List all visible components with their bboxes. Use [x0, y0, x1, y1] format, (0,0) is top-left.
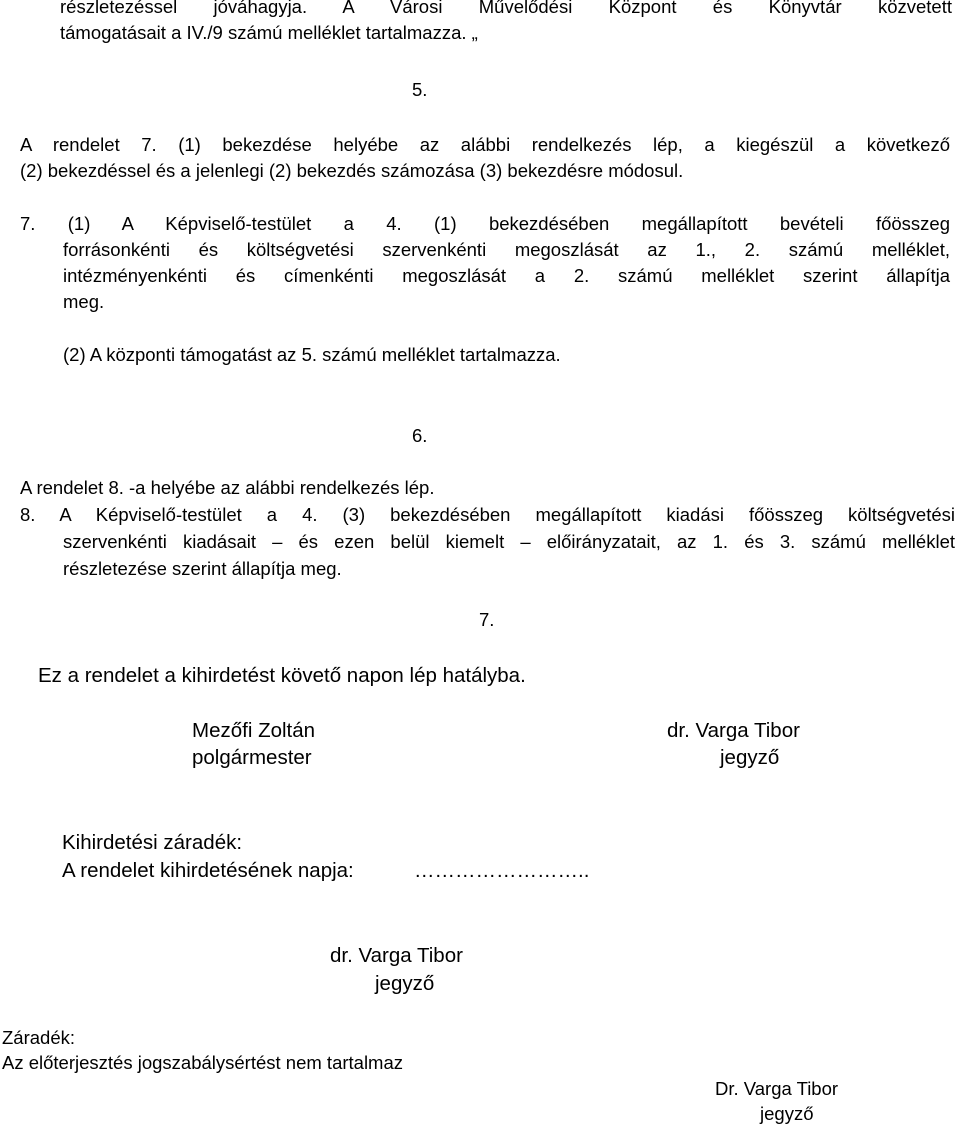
section-6-line-2: 8. A Képviselő-testület a 4. (3) bekezdésében megállapított kiadási főösszeg költségvetési	[20, 504, 955, 525]
section-5-para-2: (2) A központi támogatást az 5. számú melléklet tartalmazza.	[63, 344, 561, 365]
promulgation-signer-title: jegyző	[375, 972, 435, 995]
signature-right-title: jegyző	[720, 746, 780, 769]
section-5-line-2: (2) bekezdéssel és a jelenlegi (2) bekezdés számozása (3) bekezdésre módosul.	[20, 160, 684, 181]
promulgation-date-blank: ……………………..	[414, 859, 590, 882]
clause-text: Az előterjesztés jogszabálysértést nem tartalmaz	[2, 1052, 404, 1073]
section-6-heading: 6.	[412, 425, 428, 446]
section-7-text: Ez a rendelet a kihirdetést követő napon lép hatályba.	[38, 664, 526, 687]
section-7-heading: 7.	[479, 609, 495, 630]
clause-signer-name: Dr. Varga Tibor	[715, 1078, 839, 1099]
section-5-para-1-line-3: intézményenkénti és címenkénti megoszlását a 2. számú melléklet szerint állapítja	[63, 265, 950, 286]
clause-label: Záradék:	[2, 1027, 76, 1048]
signature-right-name: dr. Varga Tibor	[667, 719, 800, 742]
section-5-para-1-line-2: forrásonkénti és költségvetési szervenkénti megoszlását az 1., 2. számú melléklet,	[63, 239, 950, 260]
promulgation-label: Kihirdetési záradék:	[62, 831, 243, 854]
promulgation-date-label: A rendelet kihirdetésének napja:	[62, 859, 354, 882]
section-5-heading: 5.	[412, 79, 428, 100]
promulgation-signer-name: dr. Varga Tibor	[330, 944, 463, 967]
section-6-line-4: részletezése szerint állapítja meg.	[63, 558, 342, 579]
section-6-line-3: szervenkénti kiadásait – és ezen belül kiemelt – előirányzatait, az 1. és 3. számú melléklet	[63, 531, 955, 552]
section-5-para-1-line-1: 7. (1) A Képviselő-testület a 4. (1) bekezdésében megállapított bevételi főösszeg	[20, 213, 950, 234]
intro-line-2: támogatásait a IV./9 számú melléklet tartalmazza. „	[60, 22, 478, 43]
section-5-line-1: A rendelet 7. (1) bekezdése helyébe az alábbi rendelkezés lép, a kiegészül a következő	[20, 134, 950, 155]
section-6-line-1: A rendelet 8. -a helyébe az alábbi rendelkezés lép.	[20, 477, 435, 498]
signature-left-title: polgármester	[192, 746, 312, 769]
signature-left-name: Mezőfi Zoltán	[192, 719, 316, 742]
section-5-para-1-line-4: meg.	[63, 291, 105, 312]
clause-signer-title: jegyző	[760, 1103, 814, 1124]
intro-line-1: részletezéssel jóváhagyja. A Városi Művelődési Központ és Könyvtár közvetett	[60, 0, 952, 17]
